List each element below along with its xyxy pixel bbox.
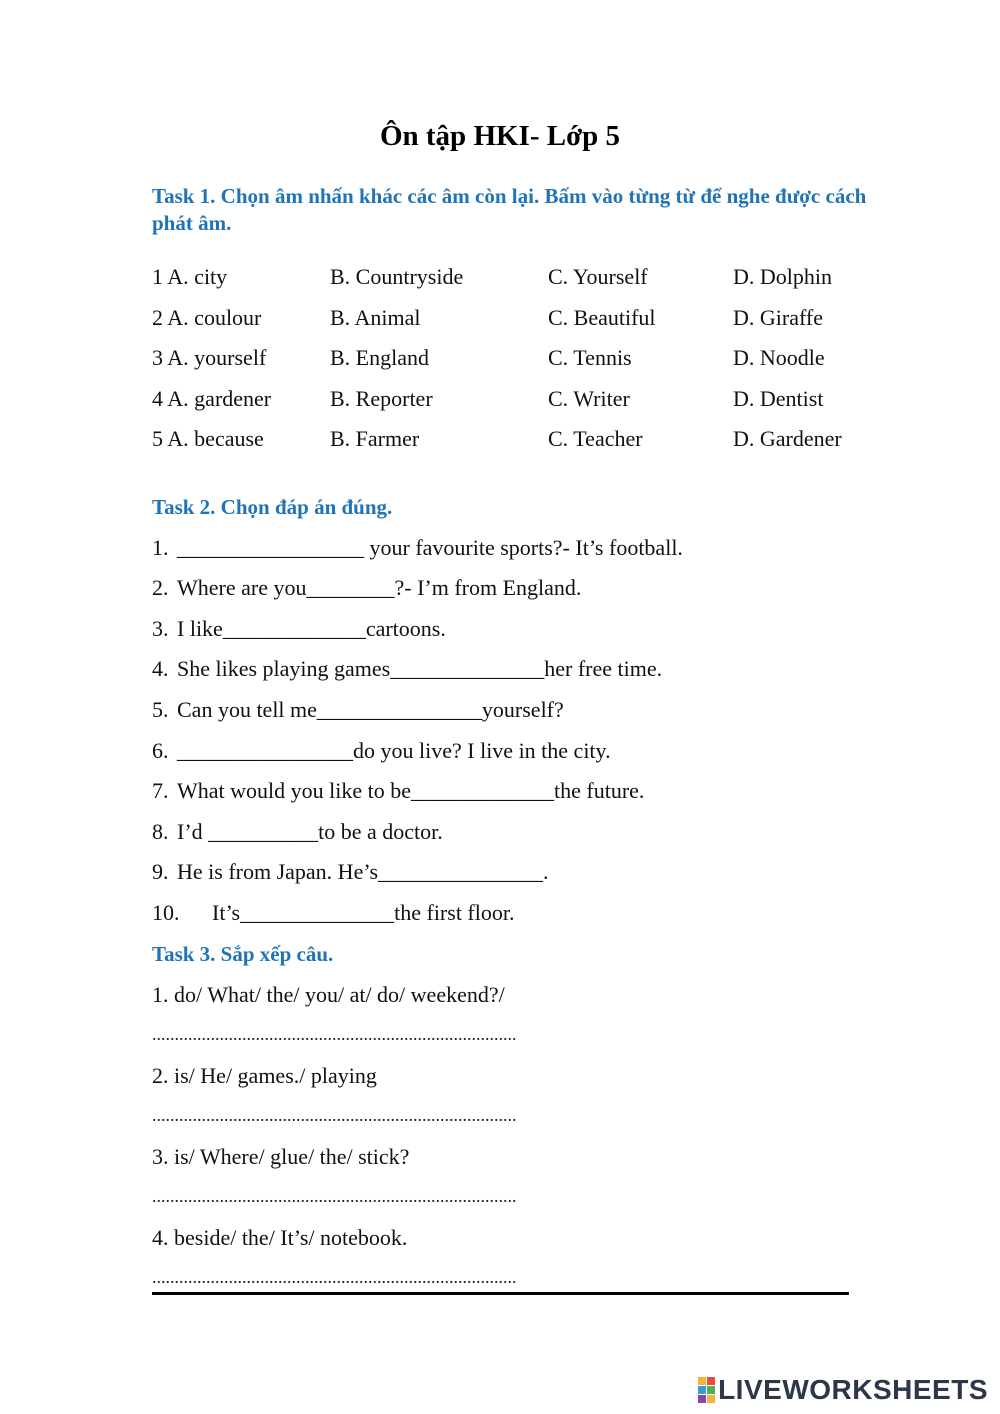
item-text: It’s______________the first floor. <box>212 900 515 925</box>
option-c[interactable]: C. Beautiful <box>548 305 656 330</box>
item-text: Can you tell me_______________yourself? <box>177 697 564 722</box>
fill-blank-item[interactable] <box>152 859 549 885</box>
task1-heading: Task 1. Chọn âm nhấn khác các âm còn lại. Bấm vào từng từ để nghe được cách phát âm. <box>152 184 867 235</box>
item-text: I’d __________to be a doctor. <box>177 819 443 844</box>
option-b[interactable]: B. Farmer <box>330 426 420 451</box>
logo-block <box>698 1377 706 1385</box>
task1-row <box>0 426 1000 456</box>
option-b[interactable]: B. Animal <box>330 305 421 330</box>
option-a[interactable]: 1 A. city <box>152 264 228 289</box>
option-d[interactable]: D. Dentist <box>733 386 824 411</box>
option-c[interactable]: C. Tennis <box>548 345 632 370</box>
option-d[interactable]: D. Giraffe <box>733 305 823 330</box>
option-a[interactable]: 3 A. yourself <box>152 345 267 370</box>
item-number: 9. <box>152 859 169 884</box>
logo-block <box>707 1386 715 1394</box>
answer-line[interactable]: ................................................................................. <box>152 1105 517 1125</box>
logo-block <box>698 1395 706 1403</box>
item-number: 2. <box>152 575 169 600</box>
option-a[interactable]: 2 A. coulour <box>152 305 262 330</box>
fill-blank-item[interactable] <box>152 575 581 601</box>
liveworksheets-logo-icon <box>698 1377 715 1403</box>
option-c[interactable]: C. Writer <box>548 386 630 411</box>
answer-line[interactable]: ................................................................................. <box>152 1186 517 1206</box>
answer-line[interactable]: ................................................................................. <box>152 1024 517 1044</box>
reorder-prompt: 2. is/ He/ games./ playing <box>152 1063 377 1088</box>
option-a[interactable]: 4 A. gardener <box>152 386 272 411</box>
item-text: ________________do you live? I live in the city. <box>177 738 611 763</box>
logo-block <box>698 1386 706 1394</box>
option-a[interactable]: 5 A. because <box>152 426 264 451</box>
reorder-prompt: 3. is/ Where/ glue/ the/ stick? <box>152 1144 410 1169</box>
item-number: 5. <box>152 697 169 722</box>
item-number: 3. <box>152 616 169 641</box>
option-c[interactable]: C. Teacher <box>548 426 643 451</box>
reorder-prompt: 4. beside/ the/ It’s/ notebook. <box>152 1225 408 1250</box>
option-b[interactable]: B. England <box>330 345 429 370</box>
logo-text: LIVEWORKSHEETS <box>718 1374 988 1405</box>
task1-row <box>0 264 1000 294</box>
option-b[interactable]: B. Reporter <box>330 386 433 411</box>
task2-heading: Task 2. Chọn đáp án đúng. <box>152 495 393 519</box>
option-d[interactable]: D. Noodle <box>733 345 825 370</box>
task1-row <box>0 386 1000 416</box>
task1-row <box>0 345 1000 375</box>
logo-block <box>707 1395 715 1403</box>
option-d[interactable]: D. Gardener <box>733 426 842 451</box>
liveworksheets-logo <box>698 1374 988 1406</box>
logo-block <box>707 1377 715 1385</box>
item-text: _________________ your favourite sports?- It’s football. <box>177 535 683 560</box>
item-number: 6. <box>152 738 169 763</box>
item-text: What would you like to be_____________the future. <box>177 778 645 803</box>
bottom-rule <box>152 1292 849 1295</box>
item-text: I like_____________cartoons. <box>177 616 446 641</box>
fill-blank-item[interactable] <box>152 900 514 926</box>
fill-blank-item[interactable] <box>152 778 644 804</box>
task1-row <box>0 305 1000 335</box>
item-text: He is from Japan. He’s_______________. <box>177 859 549 884</box>
item-number: 7. <box>152 778 169 803</box>
fill-blank-item[interactable] <box>152 819 443 845</box>
fill-blank-item[interactable] <box>152 697 564 723</box>
item-number: 10. <box>152 900 180 925</box>
item-text: Where are you________?- I’m from England. <box>177 575 582 600</box>
fill-blank-item[interactable] <box>152 616 446 642</box>
item-number: 1. <box>152 535 169 560</box>
item-number: 4. <box>152 656 169 681</box>
fill-blank-item[interactable] <box>152 535 683 561</box>
item-text: She likes playing games______________her free time. <box>177 656 663 681</box>
option-c[interactable]: C. Yourself <box>548 264 648 289</box>
answer-line[interactable]: ................................................................................. <box>152 1267 517 1287</box>
option-b[interactable]: B. Countryside <box>330 264 464 289</box>
page-title: Ôn tập HKI- Lớp 5 <box>379 120 621 152</box>
task3-heading: Task 3. Sắp xếp câu. <box>152 942 334 966</box>
reorder-prompt: 1. do/ What/ the/ you/ at/ do/ weekend?/ <box>152 982 505 1007</box>
fill-blank-item[interactable] <box>152 738 611 764</box>
item-number: 8. <box>152 819 169 844</box>
fill-blank-item[interactable] <box>152 656 662 682</box>
option-d[interactable]: D. Dolphin <box>733 264 832 289</box>
